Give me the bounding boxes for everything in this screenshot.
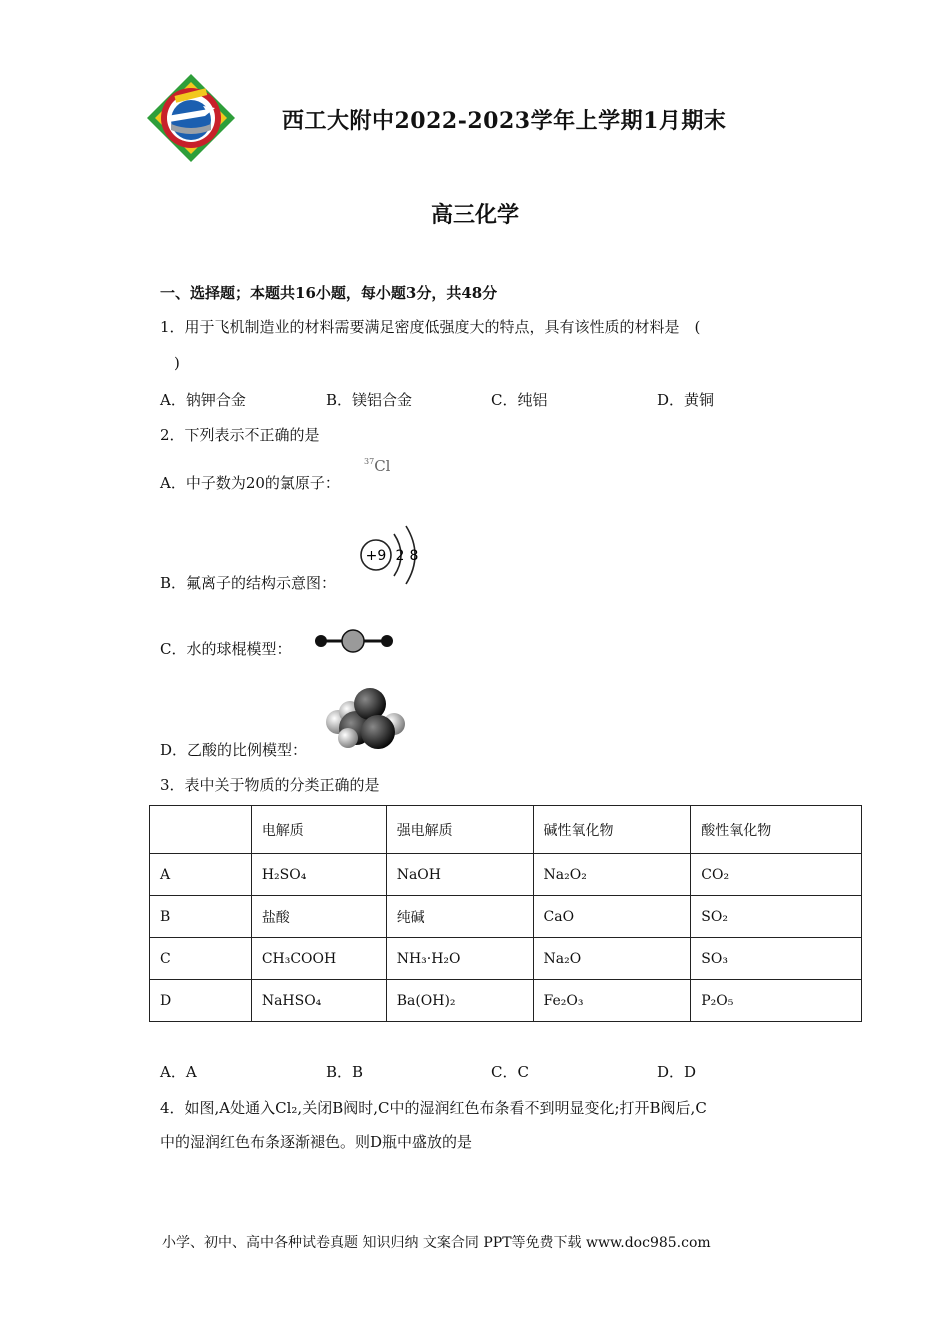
table-cell: NH₃·H₂O	[386, 938, 533, 980]
table-cell: CH₃COOH	[251, 938, 386, 980]
fluoride-ion-structure-diagram	[358, 520, 428, 586]
table-cell: Ba(OH)₂	[386, 980, 533, 1022]
question-1-option-a: A．钠钾合金	[160, 391, 246, 409]
question-3-option-a: A．A	[160, 1063, 197, 1081]
table-cell: SO₃	[691, 938, 862, 980]
table-cell: P₂O₅	[691, 980, 862, 1022]
table-row	[150, 896, 862, 938]
question-4-line-2: 中的湿润红色布条逐渐褪色。则D瓶中盛放的是	[160, 1133, 473, 1151]
page-title: 西工大附中2022-2023学年上学期1月期末	[282, 108, 727, 134]
table-cell: D	[150, 980, 252, 1022]
question-3-option-d: D．D	[657, 1063, 697, 1081]
table-header-cell: 强电解质	[386, 806, 533, 854]
table-cell: B	[150, 896, 252, 938]
table-header-cell: 电解质	[251, 806, 386, 854]
electron-shell-1-count: 2	[395, 548, 405, 564]
table-cell: Na₂O₂	[533, 854, 691, 896]
question-2-option-d: D．乙酸的比例模型：	[160, 741, 308, 759]
question-1-stem: 1．用于飞机制造业的材料需要满足密度低强度大的特点，具有该性质的材料是 (	[160, 318, 701, 336]
acetic-acid-space-filling-model	[322, 684, 408, 754]
table-cell: 纯碱	[386, 896, 533, 938]
question-1-option-b: B．镁铝合金	[326, 391, 413, 409]
water-ball-stick-model	[313, 628, 395, 654]
isotope-mass-number: 37	[364, 457, 375, 466]
table-cell: NaOH	[386, 854, 533, 896]
question-2-option-c: C．水的球棍模型：	[160, 640, 292, 658]
question-3-option-b: B．B	[326, 1063, 364, 1081]
table-cell: Fe₂O₃	[533, 980, 691, 1022]
school-logo	[145, 72, 237, 164]
table-cell: H₂SO₄	[251, 854, 386, 896]
table-row	[150, 938, 862, 980]
question-1-stem-end: )	[174, 354, 180, 372]
table-cell: 盐酸	[251, 896, 386, 938]
question-2-option-a: A．中子数为20的氯原子：	[160, 474, 340, 492]
table-row	[150, 980, 862, 1022]
table-cell: A	[150, 854, 252, 896]
table-cell: NaHSO₄	[251, 980, 386, 1022]
chlorine-isotope-symbol	[364, 456, 390, 475]
question-2-stem: 2．下列表示不正确的是	[160, 426, 320, 444]
question-3-stem: 3．表中关于物质的分类正确的是	[160, 776, 380, 794]
classification-table	[149, 805, 862, 1022]
table-header-cell: 酸性氧化物	[691, 806, 862, 854]
table-cell: C	[150, 938, 252, 980]
table-cell: CO₂	[691, 854, 862, 896]
footer-text: 小学、初中、高中各种试卷真题 知识归纳 文案合同 PPT等免费下载 www.doc985.com	[162, 1235, 711, 1251]
table-row	[150, 854, 862, 896]
table-header-cell	[150, 806, 252, 854]
question-1-option-d: D．黄铜	[657, 391, 715, 409]
section-heading: 一、选择题；本题共16小题，每小题3分，共48分	[160, 284, 498, 302]
nucleus-charge: +9	[365, 548, 387, 564]
table-header-row	[150, 806, 862, 854]
question-2-option-b: B．氟离子的结构示意图：	[160, 574, 337, 592]
table-cell: SO₂	[691, 896, 862, 938]
page-subtitle: 高三化学	[430, 202, 519, 228]
table-cell: Na₂O	[533, 938, 691, 980]
electron-shell-2-count: 8	[409, 548, 419, 564]
table-header-cell: 碱性氧化物	[533, 806, 691, 854]
question-4-line-1: 4．如图,A处通入Cl₂,关闭B阀时,C中的湿润红色布条看不到明显变化;打开B阀后,C	[160, 1099, 707, 1117]
question-1-option-c: C．纯铝	[491, 391, 548, 409]
table-cell: CaO	[533, 896, 691, 938]
isotope-element-symbol: Cl	[374, 457, 391, 475]
question-3-option-c: C．C	[491, 1063, 529, 1081]
